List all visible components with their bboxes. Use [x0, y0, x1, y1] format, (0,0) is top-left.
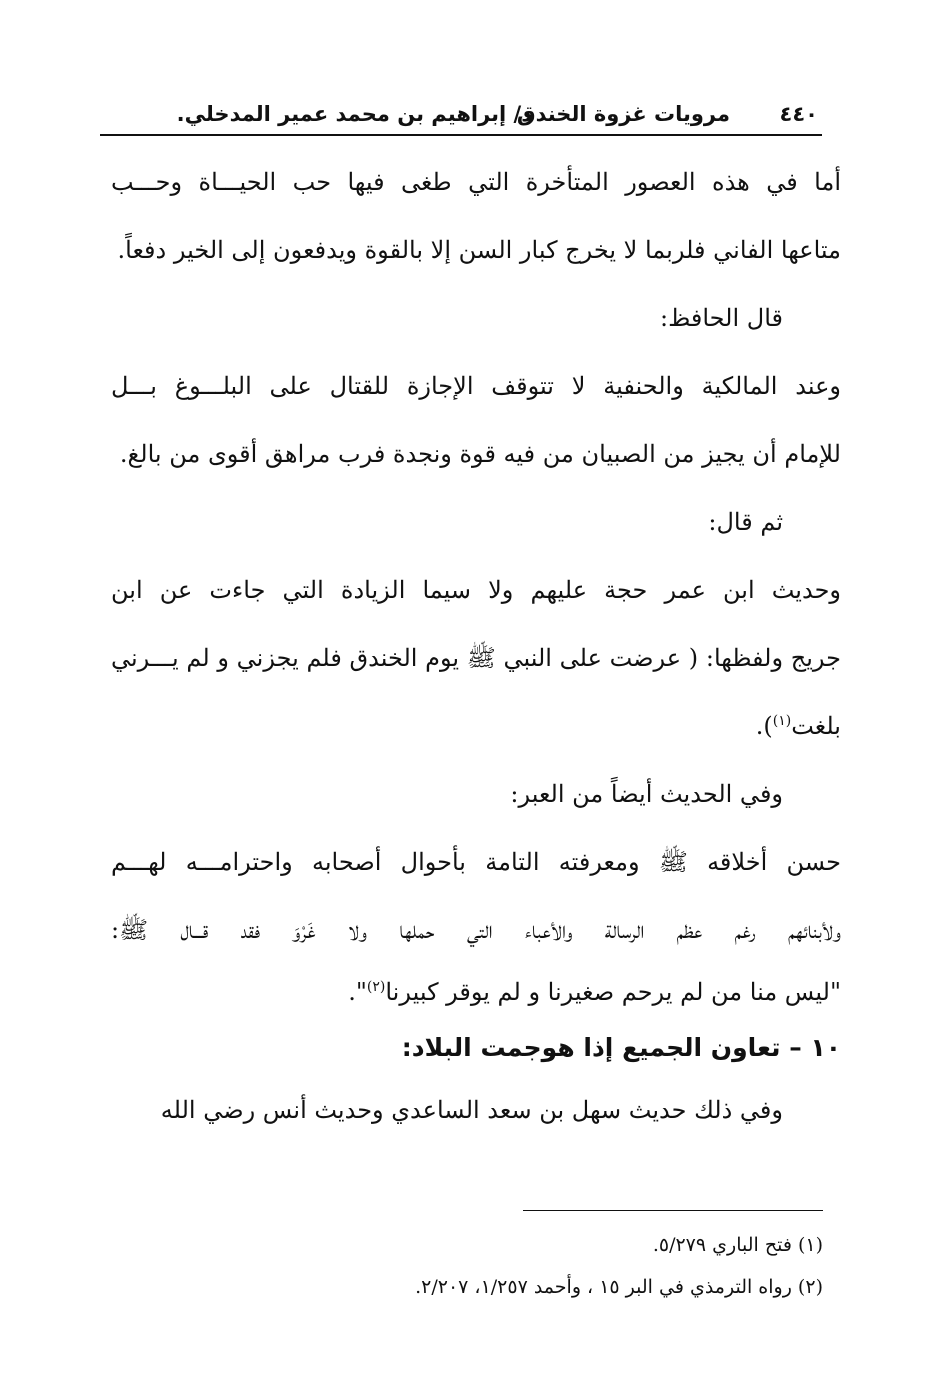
footnote-ref-2: (٢): [366, 979, 386, 995]
text-line-4: وعند المالكية والحنفية لا تتوقف الإجازة للقتال على البلـــوغ بـــل: [111, 372, 841, 400]
text-line-10: وفي الحديث أيضاً من العبر:: [510, 780, 783, 808]
text-line-3: قال الحافظ:: [660, 304, 783, 332]
text-line-13: [111, 964, 841, 1020]
text-line-9-end: ).: [755, 712, 773, 740]
running-header: [100, 100, 822, 136]
page-number: ٤٤٠: [779, 102, 818, 126]
text-line-1: أما في هذه العصور المتأخرة التي طغى فيها حب الحيـــاة وحـــب: [111, 168, 841, 196]
text-line-5: للإمام أن يجيز من الصبيان من فيه قوة ونجدة فرب مراهق أقوى من بالغ.: [119, 440, 841, 468]
text-line-11: حسن أخلاقه ﷺ ومعرفته التامة بأحوال أصحابه واحترامـــه لهـــم: [111, 848, 841, 876]
text-line-6: ثم قال:: [708, 508, 783, 536]
text-line-2: متاعها الفاني فلربما لا يخرج كبار السن إلا بالقوة ويدفعون إلى الخير دفعاً.: [117, 236, 841, 264]
footnote-ref-1: (١): [772, 713, 792, 729]
footnote-2: (٢) رواه الترمذي في البر ١٥ ، وأحمد ١/٢٥٧، ٢/٢٠٧.: [415, 1276, 823, 1298]
text-line-15: وفي ذلك حديث سهل بن سعد الساعدي وحديث أنس رضي الله: [160, 1096, 783, 1124]
body-text: [111, 148, 841, 1144]
text-line-12: ولأبنائهم رغم عظم الرسالة والأعباء التي حملها ولا غَرْوَ فقد قـــال ﷺ:: [111, 916, 841, 944]
text-line-8: جريج ولفظها: ( عرضت على النبي ﷺ يوم الخندق فلم يجزني و لم يـــرني: [111, 644, 841, 672]
footnote-separator: [523, 1210, 823, 1211]
section-heading: ١٠ – تعاون الجميع إذا هوجمت البلاد:: [401, 1033, 841, 1062]
text-line-9-text: بلغت: [791, 712, 841, 740]
text-line-13-text: "ليس منا من لم يرحم صغيرنا و لم يوقر كبيرنا: [385, 978, 841, 1006]
text-line-13-end: ".: [348, 978, 367, 1006]
book-title: مرويات غزوة الخندق: [516, 102, 730, 126]
footnotes: [123, 1224, 823, 1308]
text-line-7: وحديث ابن عمر حجة عليهم ولا سيما الزيادة التي جاءت عن ابن: [111, 576, 841, 604]
author-name: د/ إبراهيم بن محمد عمير المدخلي.: [176, 102, 532, 126]
footnote-1: (١) فتح الباري ٥/٢٧٩.: [652, 1234, 823, 1256]
text-line-9: [111, 692, 841, 760]
